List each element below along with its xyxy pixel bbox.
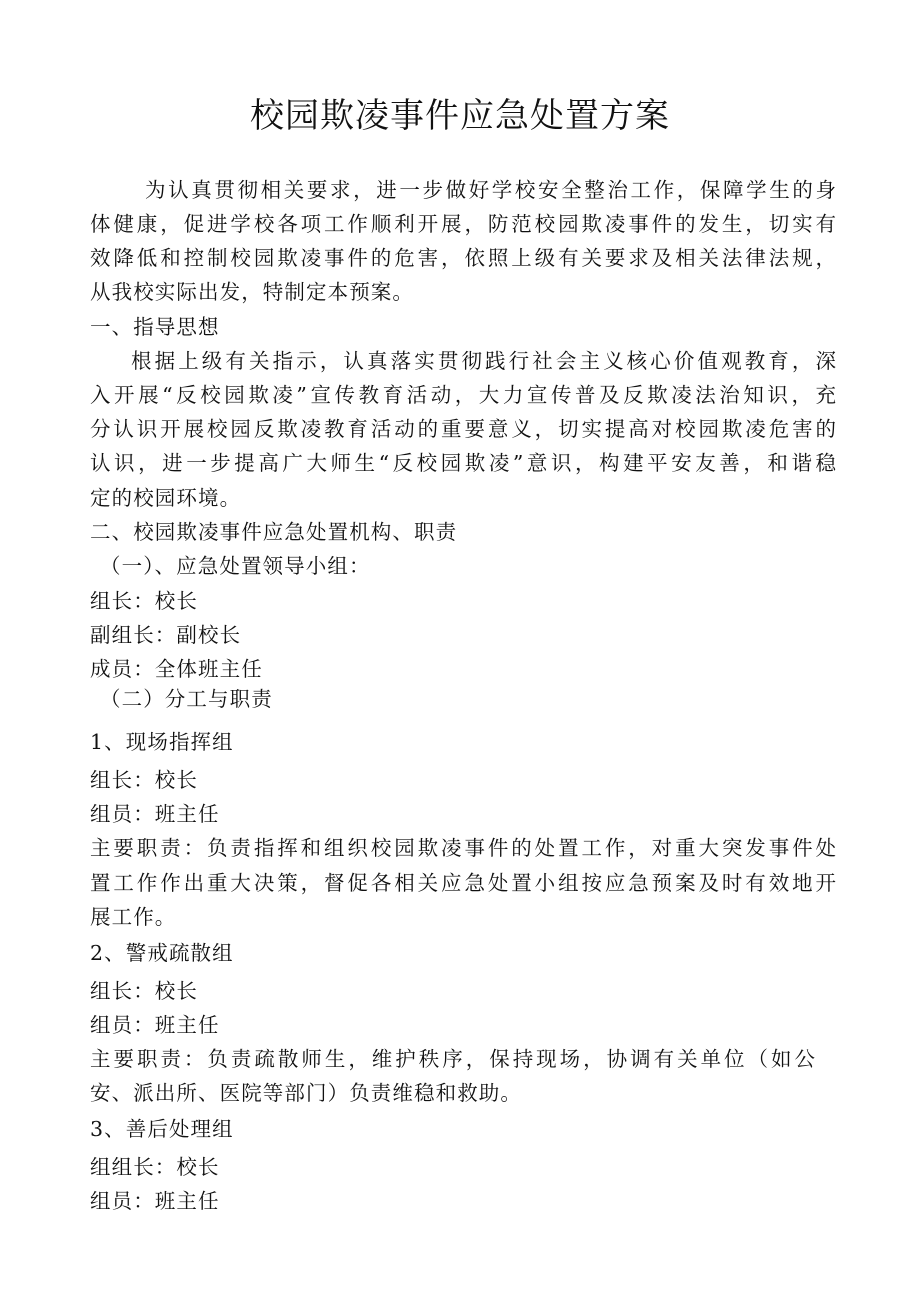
group-heading: 1、现场指挥组	[90, 730, 234, 754]
paragraph-line: 体健康，促进学校各项工作顺利开展，防范校园欺凌事件的发生，切实有	[90, 212, 836, 236]
info-line: 组员：班主任	[90, 802, 220, 826]
document-title: 校园欺凌事件应急处置方案	[250, 96, 670, 136]
paragraph-line: 分认识开展校园反欺凌教育活动的重要意义，切实提高对校园欺凌危害的	[90, 417, 836, 441]
paragraph-line: 入开展“反校园欺凌”宣传教育活动，大力宣传普及反欺凌法治知识，充	[90, 383, 836, 407]
info-line: 副组长：副校长	[90, 623, 242, 647]
paragraph-line: 安、派出所、医院等部门）负责维稳和救助。	[90, 1081, 522, 1105]
group-heading: 3、善后处理组	[90, 1117, 234, 1141]
info-line: 组员：班主任	[90, 1013, 220, 1037]
info-line: 组长：校长	[90, 768, 198, 792]
info-line: 组组长：校长	[90, 1155, 220, 1179]
paragraph-line: 根据上级有关指示，认真落实贯彻践行社会主义核心价值观教育，深	[131, 349, 836, 373]
subsection-heading: （一）、应急处置领导小组：	[100, 554, 371, 578]
info-line: 组长：校长	[90, 589, 198, 613]
paragraph-line: 展工作。	[90, 905, 177, 929]
paragraph-line: 主要职责：负责指挥和组织校园欺凌事件的处置工作，对重大突发事件处	[90, 836, 836, 860]
paragraph-line: 置工作作出重大决策，督促各相关应急处置小组按应急预案及时有效地开	[90, 871, 836, 895]
paragraph-line: 主要职责：负责疏散师生，维护秩序，保持现场，协调有关单位（如公	[90, 1047, 815, 1071]
info-line: 组长：校长	[90, 979, 198, 1003]
paragraph-line: 认识，进一步提高广大师生“反校园欺凌”意识，构建平安友善，和谐稳	[90, 451, 836, 475]
paragraph-line: 为认真贯彻相关要求，进一步做好学校安全整治工作，保障学生的身	[145, 178, 836, 202]
paragraph-line: 从我校实际出发，特制定本预案。	[90, 280, 414, 304]
paragraph-line: 效降低和控制校园欺凌事件的危害，依照上级有关要求及相关法律法规，	[90, 246, 836, 270]
section-heading: 一、指导思想	[90, 315, 220, 339]
info-line: 成员：全体班主任	[90, 657, 263, 681]
paragraph-line: 定的校园环境。	[90, 486, 242, 510]
subsection-heading: （二）分工与职责	[100, 687, 273, 711]
group-heading: 2、警戒疏散组	[90, 941, 234, 965]
info-line: 组员：班主任	[90, 1189, 220, 1213]
section-heading: 二、校园欺凌事件应急处置机构、职责	[90, 520, 458, 544]
